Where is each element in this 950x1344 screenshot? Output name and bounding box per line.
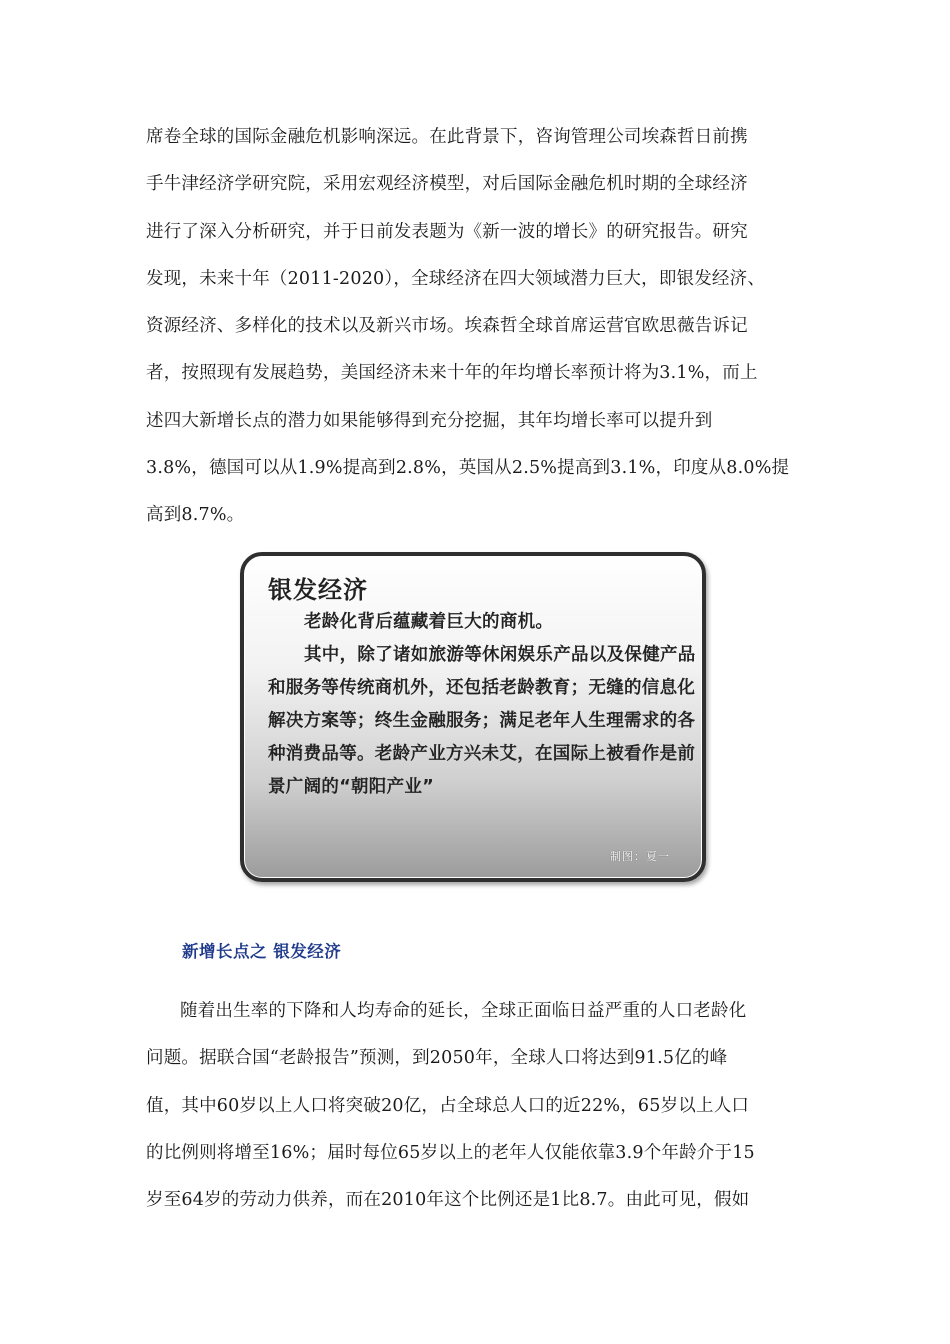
callout-line: 其中，除了诸如旅游等休闲娱乐产品以及保健产品 <box>304 645 696 665</box>
callout-line: 解决方案等；终生金融服务；满足老年人生理需求的各 <box>268 711 696 731</box>
callout-title: 银发经济 <box>268 576 368 604</box>
callout-line: 老龄化背后蕴藏着巨大的商机。 <box>304 612 554 632</box>
callout-body <box>268 606 696 804</box>
text-line: 席卷全球的国际金融危机影响深远。在此背景下，咨询管理公司埃森哲日前携 <box>146 127 748 147</box>
text-line: 进行了深入分析研究，并于日前发表题为《新一波的增长》的研究报告。研究 <box>146 221 748 242</box>
body-paragraph <box>146 988 802 1224</box>
intro-paragraph <box>146 114 802 540</box>
text-line: 资源经济、多样化的技术以及新兴市场。埃森哲全球首席运营官欧思薇告诉记 <box>146 316 748 337</box>
text-line: 岁至64岁的劳动力供养，而在2010年这个比例还是1比8.7。由此可见，假如 <box>146 1190 750 1211</box>
callout-line: 种消费品等。老龄产业方兴未艾，在国际上被看作是前 <box>268 744 696 764</box>
text-line: 发现，未来十年（2011-2020），全球经济在四大领域潜力巨大，即银发经济、 <box>146 268 766 289</box>
text-line: 3.8%，德国可以从1.9%提高到2.8%，英国从2.5%提高到3.1%，印度从8.0%提 <box>146 458 790 479</box>
section-heading: 新增长点之 银发经济 <box>182 942 342 961</box>
text-line: 随着出生率的下降和人均寿命的延长，全球正面临日益严重的人口老龄化 <box>180 1001 747 1021</box>
text-line: 的比例则将增至16%；届时每位65岁以上的老年人仅能依靠3.9个年龄介于15 <box>146 1142 755 1163</box>
text-line: 手牛津经济学研究院，采用宏观经济模型，对后国际金融危机时期的全球经济 <box>146 174 748 195</box>
silver-economy-callout-box <box>240 552 706 882</box>
text-line: 者，按照现有发展趋势，美国经济未来十年的年均增长率预计将为3.1%，而上 <box>146 363 758 384</box>
text-line: 高到8.7%。 <box>146 505 245 526</box>
text-line: 问题。据联合国“老龄报告”预测，到2050年，全球人口将达到91.5亿的峰 <box>146 1048 728 1069</box>
text-line: 述四大新增长点的潜力如果能够得到充分挖掘，其年均增长率可以提升到 <box>146 410 713 431</box>
callout-line: 和服务等传统商机外，还包括老龄教育；无缝的信息化 <box>268 678 696 698</box>
text-line: 值，其中60岁以上人口将突破20亿，占全球总人口的近22%，65岁以上人口 <box>146 1095 750 1116</box>
graphic-credit: 制图：夏一 <box>610 850 670 863</box>
callout-line: 景广阔的“朝阳产业” <box>268 777 435 797</box>
